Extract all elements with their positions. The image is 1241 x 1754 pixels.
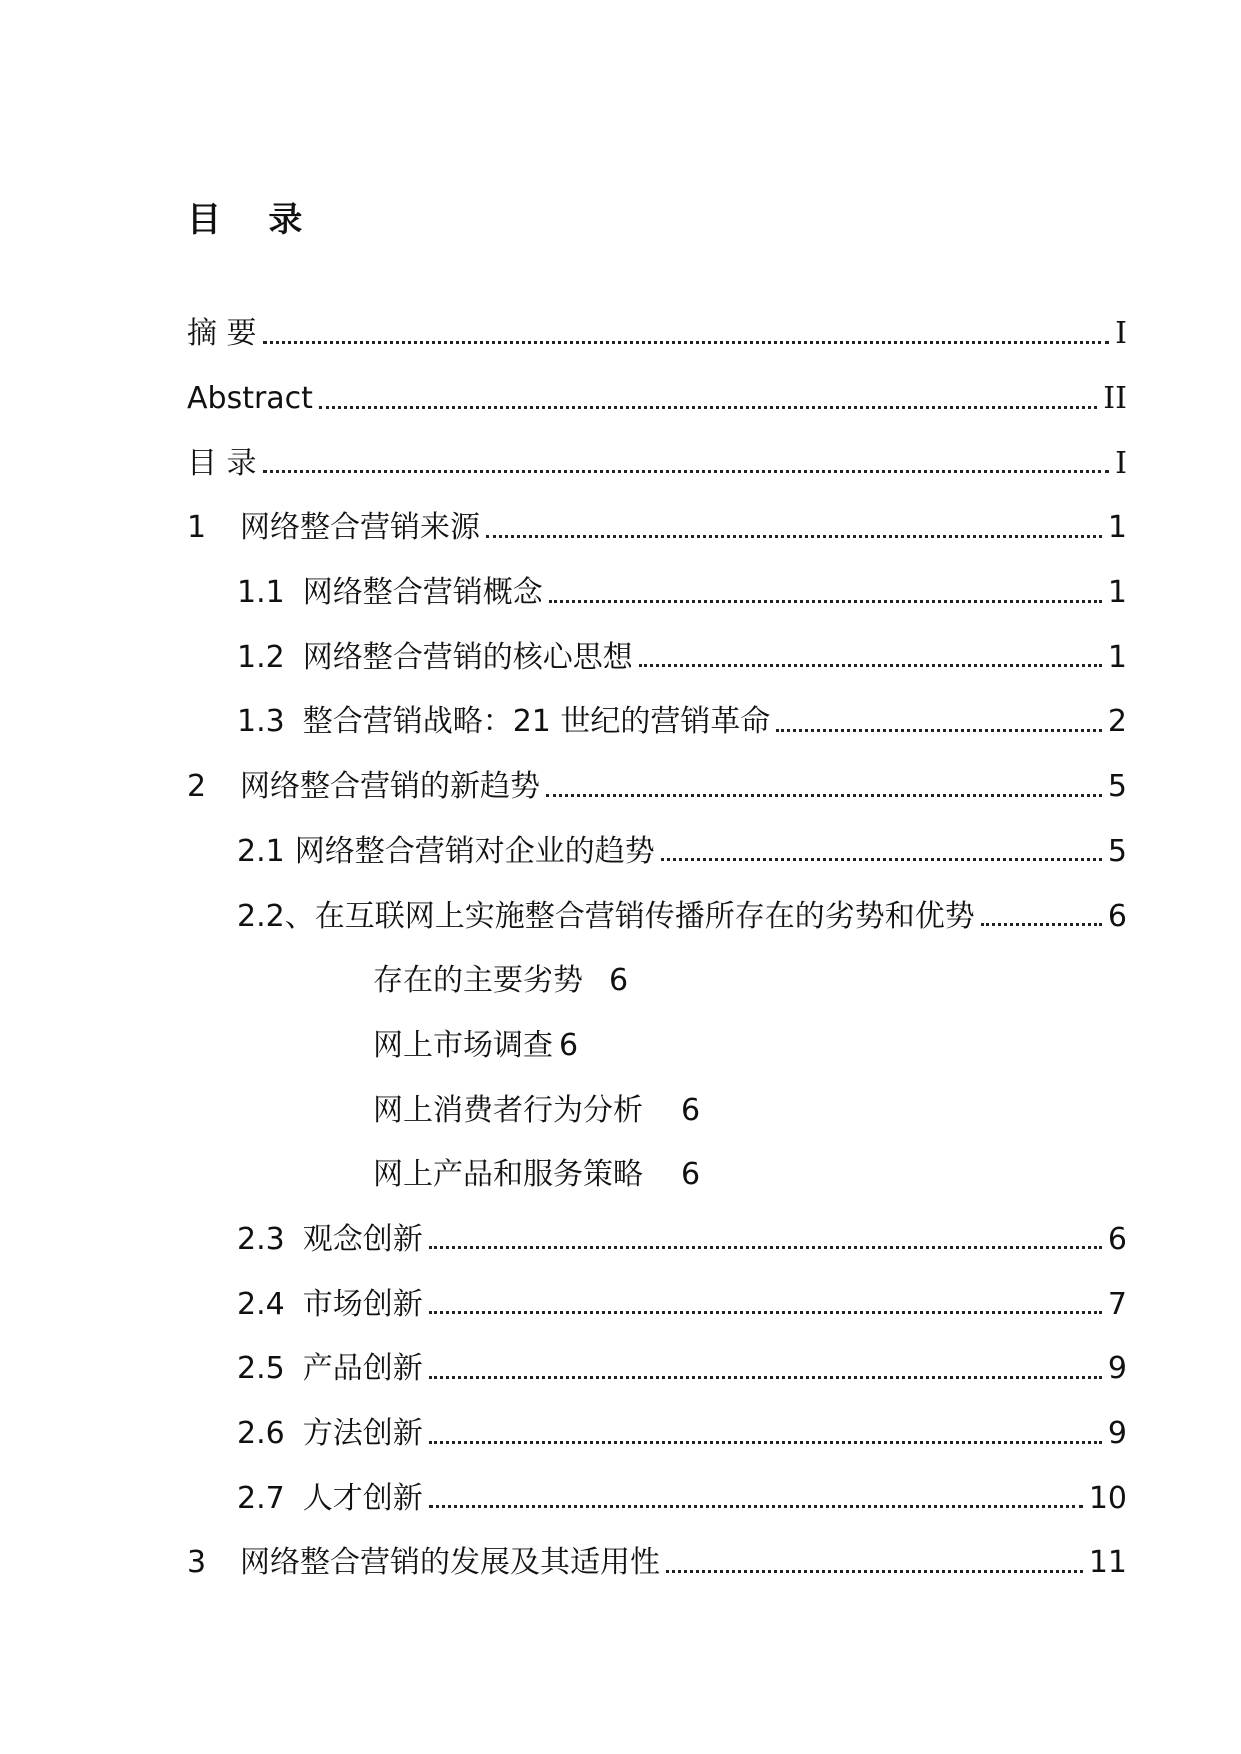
toc-entry-text: 网上产品和服务策略	[373, 1157, 643, 1193]
dot-leader	[981, 923, 1102, 926]
dot-leader	[429, 1505, 1083, 1508]
toc-entry-page: 5	[1107, 769, 1127, 805]
toc-entry-section-2-2[interactable]	[187, 884, 1127, 949]
dot-leader	[429, 1246, 1102, 1249]
toc-entry-number: 3	[187, 1545, 207, 1581]
toc-entry-text: 网络整合营销的发展及其适用性	[240, 1545, 660, 1581]
toc-entry-section-2-6[interactable]	[187, 1402, 1127, 1467]
toc-entry-number: 1.3	[237, 704, 285, 740]
toc-entry-text: 网络整合营销来源	[240, 510, 480, 546]
dot-leader	[486, 535, 1102, 538]
toc-entry-number: 1.1	[237, 575, 285, 611]
dot-leader	[776, 729, 1101, 732]
toc-entry-text: 市场创新	[302, 1286, 423, 1322]
toc-entry-abstract-cn[interactable]	[187, 302, 1127, 367]
dot-leader	[263, 341, 1110, 344]
toc-entry-number: 2.1	[237, 833, 285, 869]
toc-entry-chapter-2[interactable]	[187, 755, 1127, 820]
toc-entry-chapter-3[interactable]	[187, 1531, 1127, 1596]
toc-entry-subitem-consumer-behavior[interactable]	[187, 1078, 1127, 1143]
toc-entry-text: Abstract	[187, 381, 313, 417]
toc-entry-number: 2	[187, 769, 207, 805]
toc-entry-page: 6	[1107, 1221, 1127, 1257]
toc-entry-page: 2	[1107, 704, 1127, 740]
toc-entry-subitem-main-weaknesses[interactable]	[187, 949, 1127, 1014]
dot-leader	[666, 1570, 1083, 1573]
dot-leader	[263, 470, 1110, 473]
toc-entry-page: 9	[1107, 1351, 1127, 1387]
toc-entry-text: 网络整合营销的新趋势	[240, 769, 540, 805]
toc-entry-page: 6	[559, 1027, 579, 1063]
toc-entry-page: I	[1115, 316, 1127, 352]
toc-entry-text: 网上消费者行为分析	[373, 1092, 643, 1128]
toc-entry-section-2-4[interactable]	[187, 1272, 1127, 1337]
toc-entry-text: 网络整合营销对企业的趋势	[294, 833, 655, 869]
toc-entry-page: I	[1115, 445, 1127, 481]
toc-entry-number: 2.2、	[237, 898, 315, 934]
toc-entry-subitem-product-strategy[interactable]	[187, 1143, 1127, 1208]
dot-leader	[546, 794, 1102, 797]
toc-entry-text: 方法创新	[302, 1416, 423, 1452]
toc-entry-text: 网络整合营销的核心思想	[302, 639, 633, 675]
toc-entry-page: 6	[681, 1157, 701, 1193]
toc-entry-page: II	[1103, 381, 1127, 417]
dot-leader	[429, 1376, 1102, 1379]
toc-entry-abstract-en[interactable]	[187, 367, 1127, 432]
toc-entry-contents[interactable]	[187, 431, 1127, 496]
toc-entry-page: 6	[1107, 898, 1127, 934]
toc-entry-page: 9	[1107, 1416, 1127, 1452]
toc-entry-text: 网络整合营销概念	[302, 575, 543, 611]
toc-entry-page: 6	[609, 963, 629, 999]
dot-leader	[549, 600, 1102, 603]
toc-title: 目 录	[187, 200, 303, 240]
toc-entry-subitem-market-research[interactable]	[187, 1014, 1127, 1079]
toc-entry-section-2-7[interactable]	[187, 1466, 1127, 1531]
toc-entry-page: 11	[1088, 1545, 1127, 1581]
toc-list	[187, 302, 1127, 1596]
toc-entry-page: 10	[1088, 1480, 1127, 1516]
toc-entry-text: 整合营销战略：21 世纪的营销革命	[302, 704, 771, 740]
toc-entry-text: 摘 要	[187, 316, 257, 352]
toc-entry-section-2-3[interactable]	[187, 1208, 1127, 1273]
toc-entry-number: 1.2	[237, 639, 285, 675]
toc-entry-chapter-1[interactable]	[187, 496, 1127, 561]
toc-entry-page: 1	[1107, 639, 1127, 675]
toc-entry-number: 2.6	[237, 1416, 285, 1452]
dot-leader	[429, 1311, 1102, 1314]
dot-leader	[639, 664, 1102, 667]
toc-entry-number: 2.5	[237, 1351, 285, 1387]
toc-entry-page: 5	[1107, 833, 1127, 869]
toc-entry-number: 1	[187, 510, 207, 546]
toc-entry-text: 观念创新	[302, 1221, 423, 1257]
toc-entry-section-2-5[interactable]	[187, 1337, 1127, 1402]
toc-entry-section-1-2[interactable]	[187, 625, 1127, 690]
toc-entry-page: 6	[681, 1092, 701, 1128]
dot-leader	[661, 858, 1102, 861]
dot-leader	[319, 406, 1097, 409]
toc-entry-section-1-3[interactable]	[187, 690, 1127, 755]
toc-entry-text: 存在的主要劣势	[373, 963, 583, 999]
toc-entry-text: 在互联网上实施整合营销传播所存在的劣势和优势	[314, 898, 975, 934]
toc-entry-number: 2.7	[237, 1480, 285, 1516]
toc-entry-text: 产品创新	[302, 1351, 423, 1387]
toc-entry-page: 1	[1107, 510, 1127, 546]
dot-leader	[429, 1441, 1102, 1444]
toc-entry-text: 人才创新	[302, 1480, 423, 1516]
toc-entry-section-2-1[interactable]	[187, 820, 1127, 885]
toc-entry-page: 1	[1107, 575, 1127, 611]
toc-entry-text: 目 录	[187, 445, 257, 481]
toc-entry-section-1-1[interactable]	[187, 561, 1127, 626]
toc-entry-text: 网上市场调查	[373, 1027, 553, 1063]
toc-entry-number: 2.4	[237, 1286, 285, 1322]
toc-entry-page: 7	[1107, 1286, 1127, 1322]
toc-entry-number: 2.3	[237, 1221, 285, 1257]
